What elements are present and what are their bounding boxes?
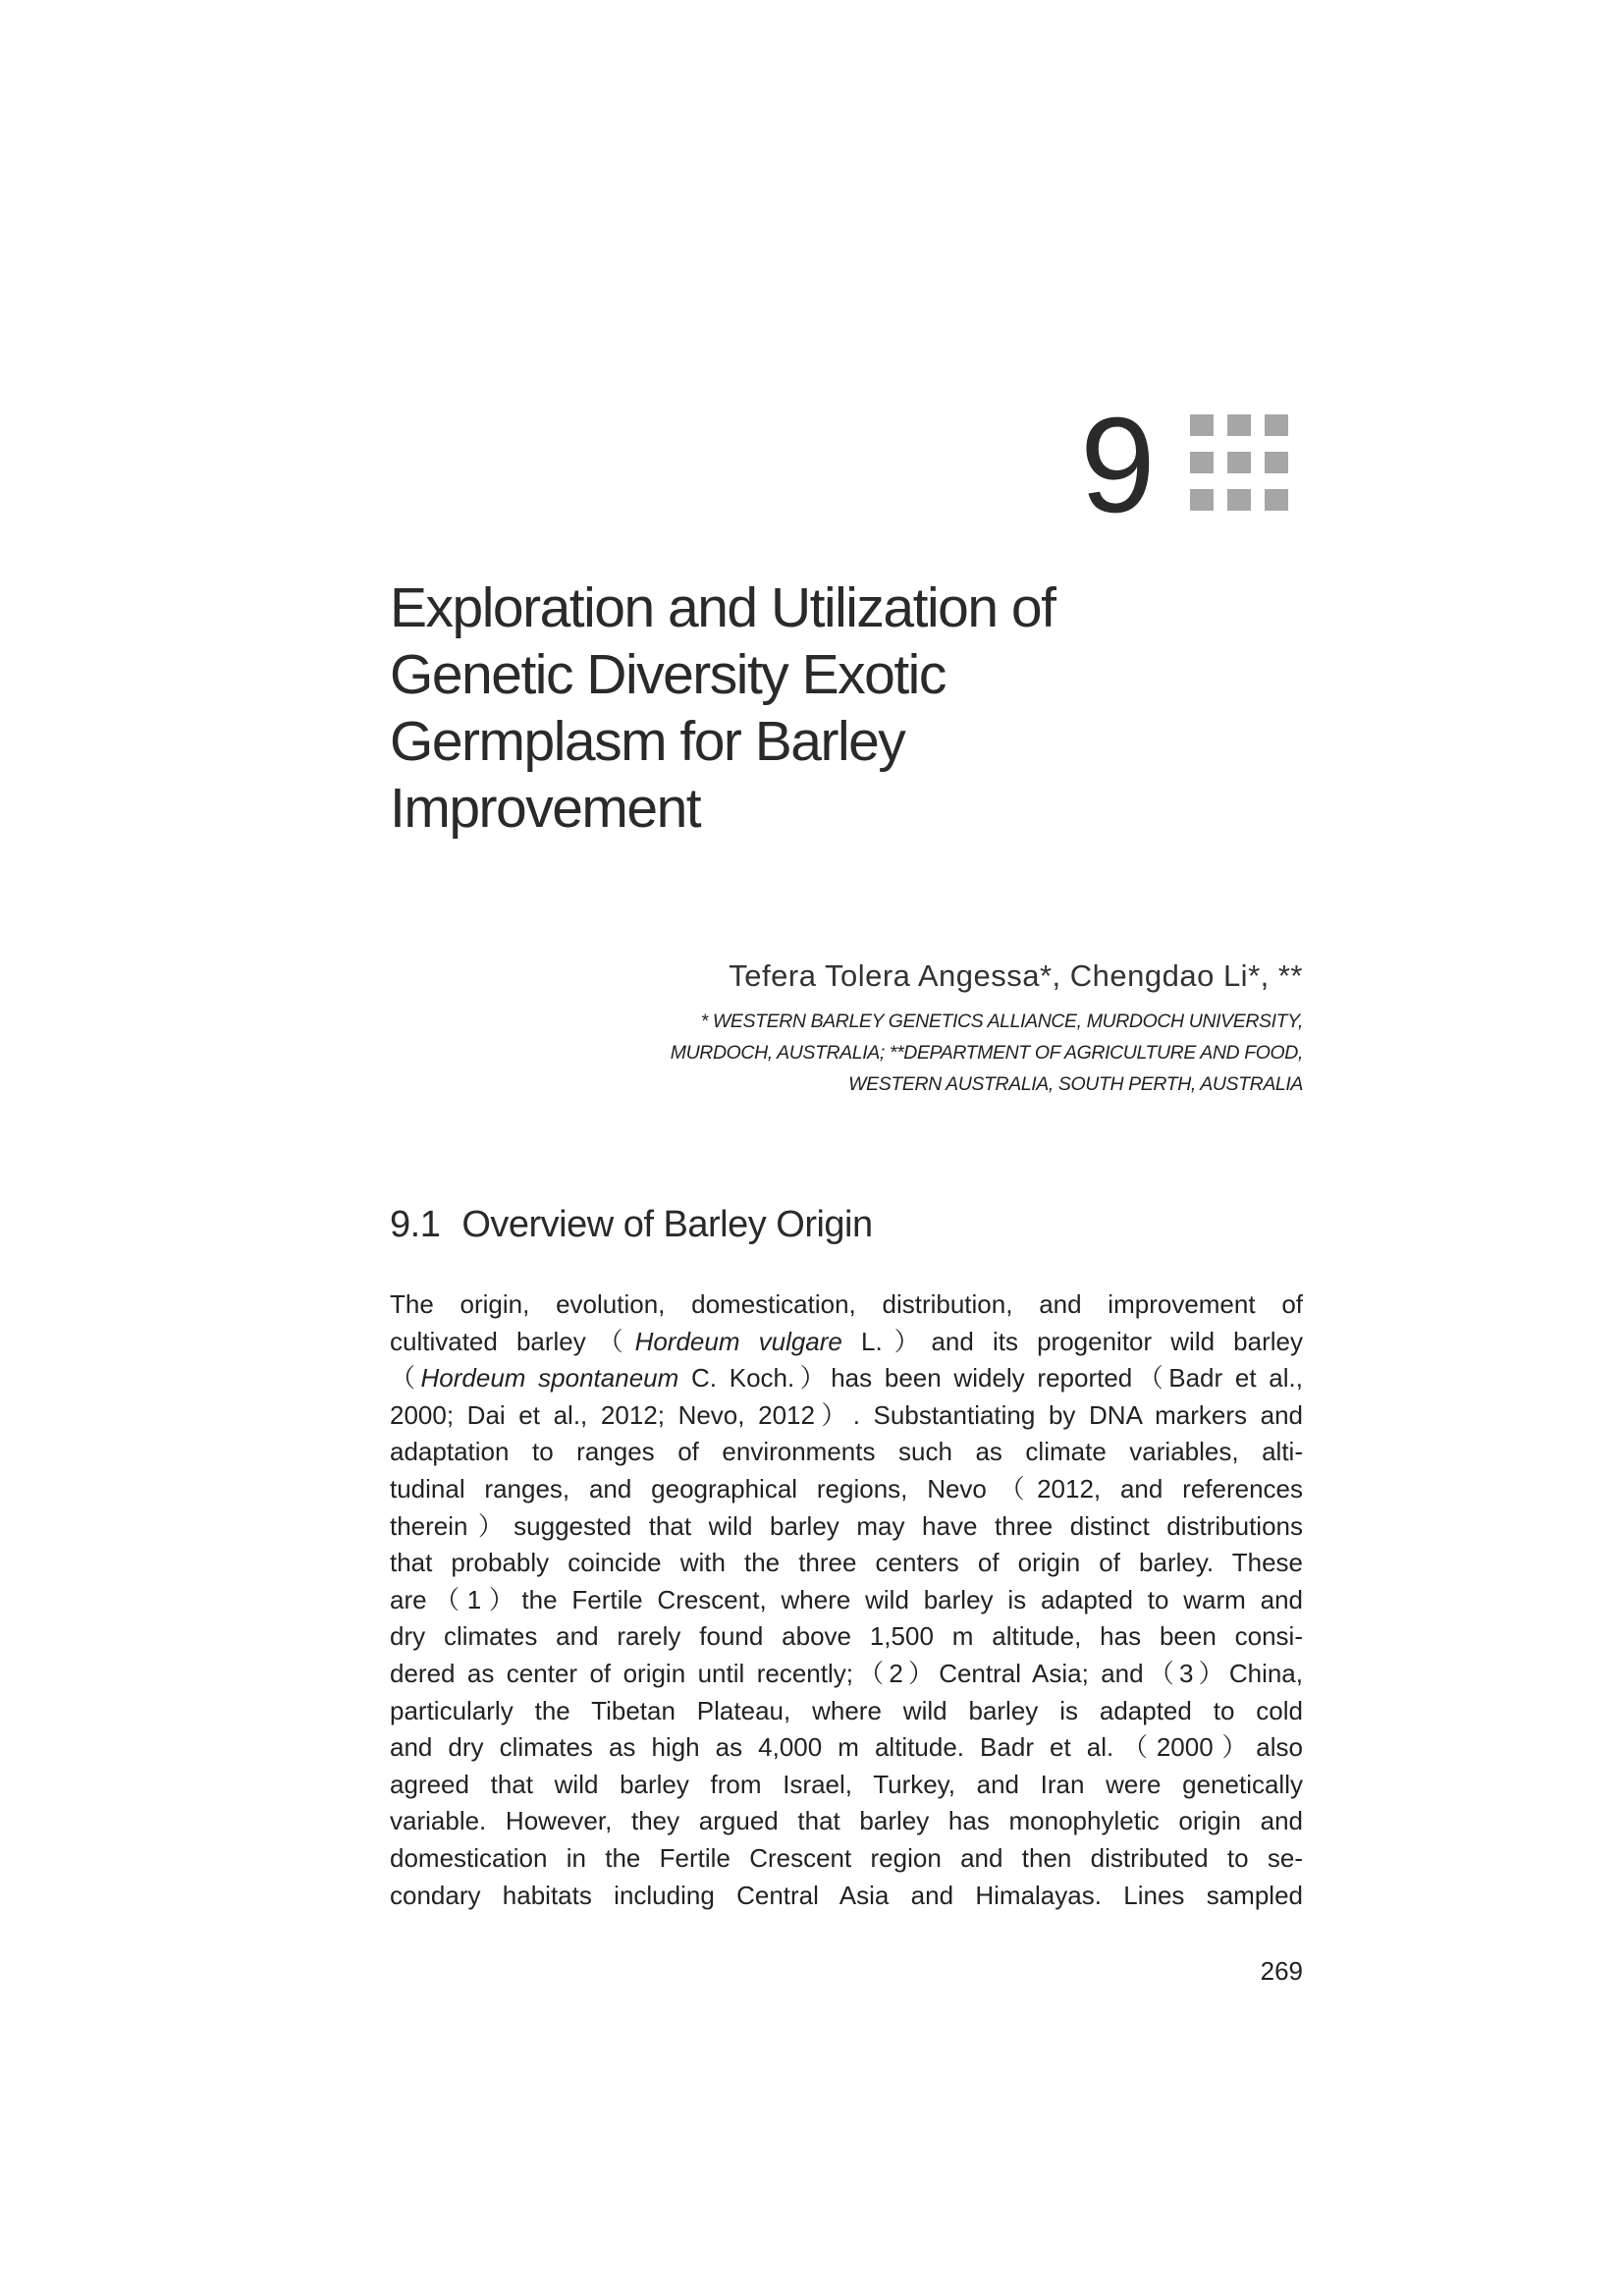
body-line: dered as center of origin until recently;（2）Central Asia; and（3）China, [390,1658,1303,1688]
body-line: domestication in the Fertile Crescent region and then distributed to se- [390,1842,1303,1873]
body-paragraph [390,1286,1303,1914]
species-name: Hordeum spontaneum [420,1363,679,1394]
body-line: The origin, evolution, domestication, distribution, and improvement of [390,1289,1303,1319]
body-text-run: L.）and its progenitor wild barley [841,1326,1303,1356]
section-title: Overview of Barley Origin [461,1204,873,1245]
body-line: 2000; Dai et al., 2012; Nevo, 2012）. Substantiating by DNA markers and [390,1399,1303,1430]
affiliation [419,1006,1303,1100]
body-line: therein）suggested that wild barley may have three distinct distributions [390,1510,1303,1541]
body-line: and dry climates as high as 4,000 m altitude. Badr et al.（2000）also [390,1732,1303,1763]
body-text-run: （ [390,1363,421,1394]
chapter-title-line: Exploration and Utilization of [390,576,1055,639]
section-number: 9.1 [390,1204,441,1245]
body-line: condary habitats including Central Asia and Himalayas. Lines sampled [390,1880,1303,1910]
body-text-run: C. Koch.）has been widely reported（Badr et al., [678,1363,1303,1394]
chapter-number: 9 [1080,390,1154,541]
body-line: adaptation to ranges of environments such as climate variables, alti- [390,1437,1303,1467]
body-text-run: cultivated barley（ [390,1326,635,1356]
affiliation-line: WESTERN AUSTRALIA, SOUTH PERTH, AUSTRALIA [848,1073,1303,1095]
body-line: particularly the Tibetan Plateau, where wild barley is adapted to cold [390,1695,1303,1725]
body-line [390,1360,1303,1397]
body-line [390,1324,1303,1361]
page-number: 269 [1260,1956,1303,1986]
section-heading [390,1204,873,1246]
affiliation-line: MURDOCH, AUSTRALIA; **DEPARTMENT OF AGRICULTURE AND FOOD, [670,1042,1303,1064]
authors: Tefera Tolera Angessa*, Chengdao Li*, ** [729,958,1303,993]
chapter-ornament-icon [1190,414,1296,520]
affiliation-line: * WESTERN BARLEY GENETICS ALLIANCE, MURDOCH UNIVERSITY, [700,1011,1303,1032]
body-line: agreed that wild barley from Israel, Turkey, and Iran were genetically [390,1769,1303,1799]
chapter-title-line: Improvement [390,777,701,840]
body-line: tudinal ranges, and geographical regions, Nevo（2012, and references [390,1473,1303,1503]
body-line: dry climates and rarely found above 1,500 m altitude, has been consi- [390,1621,1303,1652]
chapter-title-line: Germplasm for Barley [390,710,905,773]
chapter-title [390,574,1224,842]
body-line: are（1）the Fertile Crescent, where wild barley is adapted to warm and [390,1584,1303,1614]
body-line: that probably coincide with the three centers of origin of barley. These [390,1548,1303,1578]
chapter-title-line: Genetic Diversity Exotic [390,643,946,706]
species-name: Hordeum vulgare [634,1326,842,1356]
body-line: variable. However, they argued that barley has monophyletic origin and [390,1806,1303,1836]
